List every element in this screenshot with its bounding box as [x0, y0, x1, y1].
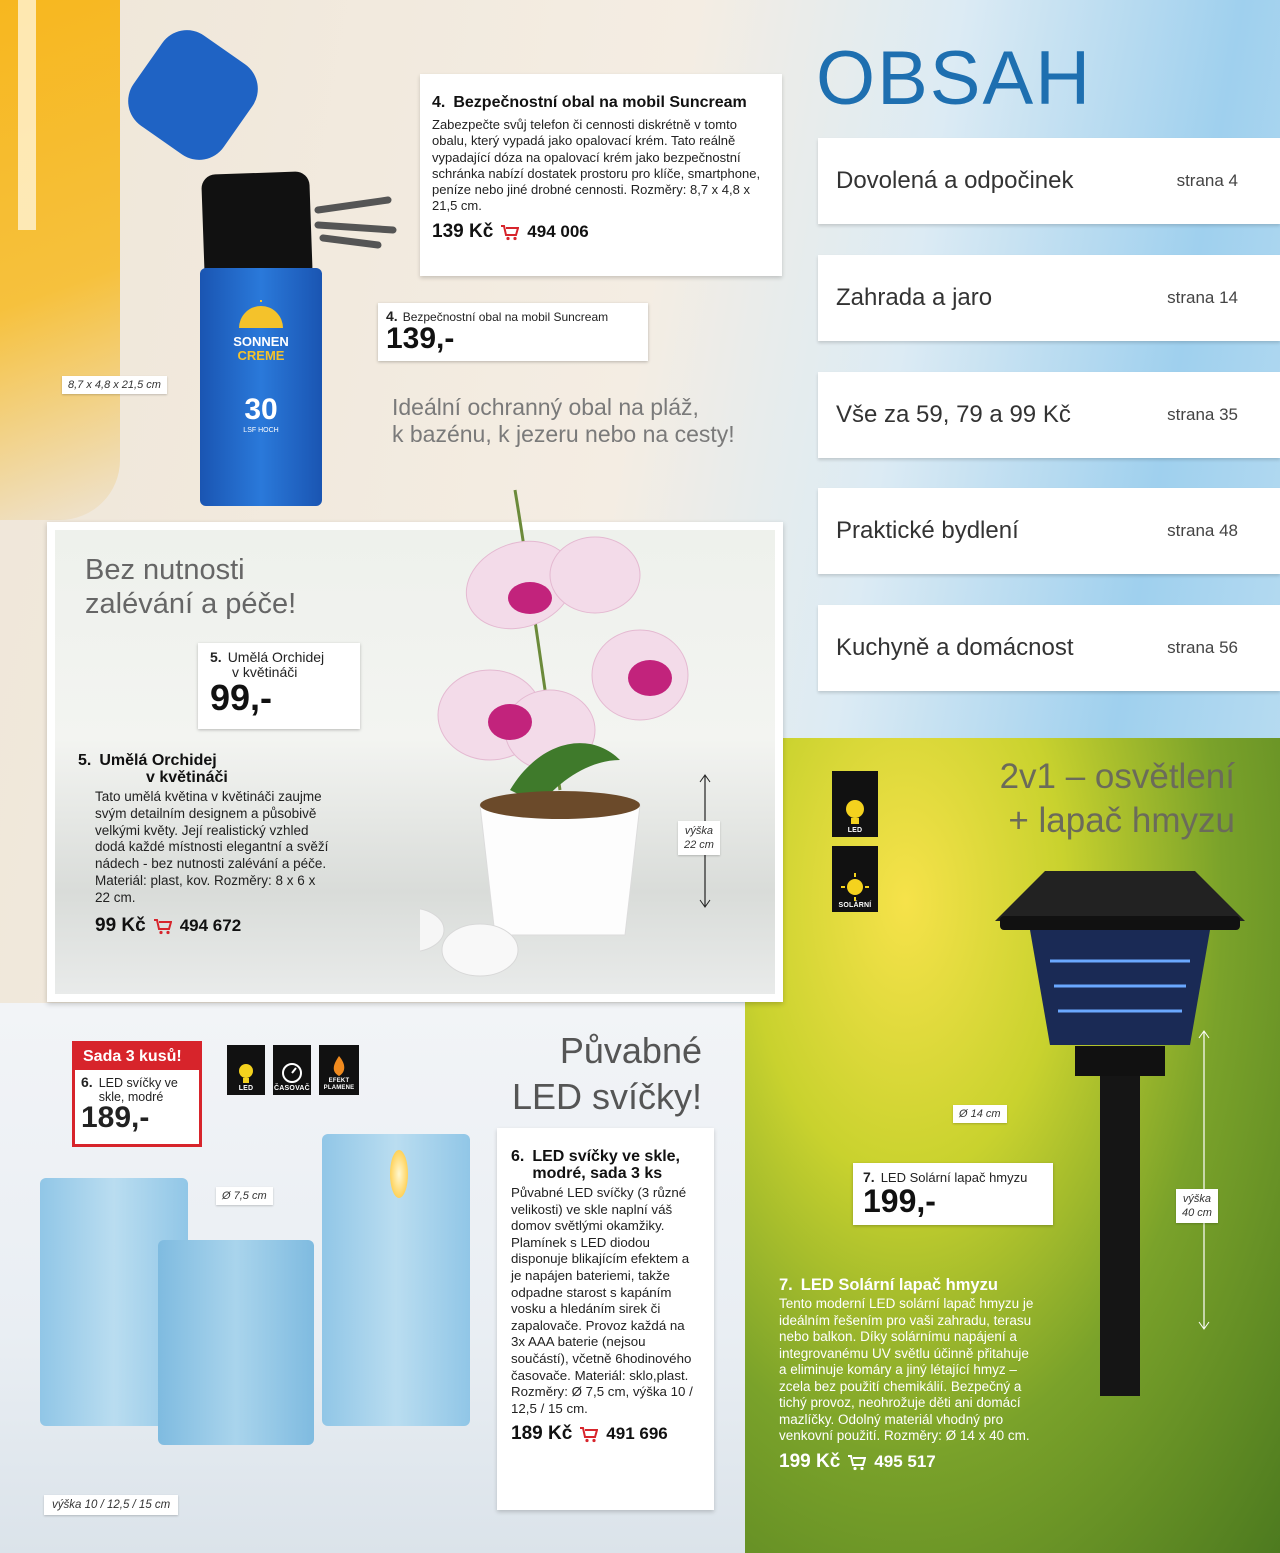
product6-tag-number: 6.: [81, 1074, 93, 1090]
product4-title: [432, 94, 766, 111]
product5-description: Tato umělá květina v květináči zaujme svým detailním designem a působivě velkými květy. Její realistický vzhled dodá každé místnosti elegantní a svěží nádech - bez nutnosti zalévání a péče. Materiál: plast, kov. Rozměry: 8 x 6 x 22 cm.: [95, 789, 329, 905]
product6-diameter: Ø 7,5 cm: [216, 1187, 273, 1205]
product6-heights: výška 10 / 12,5 / 15 cm: [44, 1495, 178, 1515]
toc-item-label: Praktické bydlení: [836, 517, 1019, 544]
product5-text: [78, 752, 330, 937]
product5-tag-name-2: v květináči: [232, 664, 298, 680]
keys-illustration: [308, 190, 398, 250]
toc-item-page: strana 35: [1167, 405, 1238, 424]
solar-feature-label: SOLÁRNÍ: [838, 902, 872, 909]
toc-item-label: Vše za 59, 79 a 99 Kč: [836, 401, 1071, 428]
cart-icon[interactable]: [154, 919, 172, 933]
towel-stripe: [18, 0, 36, 230]
timer-feature-icon: [273, 1045, 311, 1095]
orchid-illustration: [420, 460, 710, 980]
toc-item-label: Kuchyně a domácnost: [836, 634, 1074, 661]
cart-icon[interactable]: [501, 225, 519, 239]
product4-price-line: [432, 221, 766, 243]
product4-title-text: Bezpečnostní obal na mobil Suncream: [453, 94, 747, 111]
product7-tag-name: LED Solární lapač hmyzu: [880, 1170, 1028, 1185]
toc-item-page: strana 4: [1176, 171, 1238, 190]
timer-icon: [280, 1061, 304, 1085]
product7-height-arrow: [1197, 1030, 1211, 1330]
product7-tag-price: 199,-: [863, 1183, 936, 1219]
bottle-sub: LSF HOCH: [243, 427, 279, 434]
bottle-spf: 30: [244, 393, 278, 426]
product6-headline-line2: LED svíčky!: [511, 1076, 702, 1117]
product4-price-tag: [378, 303, 648, 361]
product7-text: [779, 1277, 1037, 1473]
product4-description: Zabezpečte svůj telefon či cennosti diskrétně v tomto obalu, který vypadá jako opalovací krém. Tato reálně vypadající dóza na opalovací krém jako bezpečnostní schránka nabízí dostatek prostoru pro klíče, smartphone, peníze nebo jiné drobné cennosti. Rozměry: 8,7 x 4,8 x 21,5 cm.: [432, 117, 761, 214]
sun-icon: [200, 300, 322, 335]
product5-title: [78, 752, 330, 769]
orchid-flower-icon: [420, 460, 710, 980]
product6-badge: [72, 1041, 202, 1147]
toc-item-page: strana 56: [1167, 638, 1238, 657]
product4-headline: [392, 394, 735, 448]
product7-price: 199 Kč: [779, 1450, 841, 1472]
product6-headline-line1: Půvabné: [559, 1030, 702, 1071]
product7-number: 7.: [779, 1276, 793, 1294]
toc-item-kuchyne[interactable]: [818, 605, 1280, 691]
toc-item-page: strana 14: [1167, 288, 1238, 307]
product4-dimension: 8,7 x 4,8 x 21,5 cm: [62, 376, 167, 394]
toc-item-vse-za[interactable]: [818, 372, 1280, 458]
product4-headline-line2: k bazénu, k jezeru nebo na cesty!: [392, 421, 735, 447]
bottle-brand-2: CREME: [237, 348, 285, 363]
suncream-cap: [116, 18, 269, 171]
product6-badge-text: Sada 3 kusů!: [75, 1044, 199, 1070]
product5-headline-line1: Bez nutnosti: [85, 554, 245, 586]
product7-height: [1176, 1189, 1218, 1223]
product6-code: 491 696: [606, 1424, 668, 1444]
product5-title-2: v květináči: [146, 769, 228, 786]
product6-number: 6.: [511, 1148, 525, 1165]
flame-icon: [328, 1054, 350, 1078]
product5-title-1: Umělá Orchidej: [99, 752, 217, 769]
double-arrow-icon: [1197, 1030, 1211, 1330]
product6-tag-price: 189,-: [81, 1101, 150, 1134]
product4-headline-line1: Ideální ochranný obal na pláž,: [392, 394, 699, 420]
candle-small: [158, 1240, 314, 1445]
product7-height-label-1: výška: [1182, 1193, 1212, 1205]
product4-number: 4.: [432, 94, 446, 111]
product4-tag-number: 4.: [386, 308, 398, 324]
product5-height: [678, 821, 720, 855]
product7-code: 495 517: [874, 1451, 936, 1471]
product6-headline: [470, 1028, 702, 1120]
suncream-bottle: [200, 268, 322, 506]
product5-tag-price: 99,-: [210, 677, 273, 718]
product5-tag-name-1: Umělá Orchidej: [227, 649, 325, 665]
led-feature-label: LED: [238, 1085, 254, 1092]
toc-item-dovolena[interactable]: [818, 138, 1280, 224]
cart-icon[interactable]: [848, 1455, 866, 1469]
product6-description: Půvabné LED svíčky (3 různé velikosti) ve skle naplní váš domov světlými okamžiky. Plamínek s LED diodou disponuje blikajícím efektem a je napájen bateriemi, takže odpadne starost s kapáním vosku a hledáním sirek či zapalovače. Provoz každá na 3x AAA baterie (nejsou součástí), včetně 6hodinového časovače. Materiál: sklo,plast. Rozměry: Ø 7,5 cm, výška 10 / 12,5 / 15 cm.: [511, 1185, 693, 1416]
flame-icon: [390, 1150, 408, 1198]
product7-tag-number: 7.: [863, 1169, 875, 1185]
product7-headline: [985, 755, 1235, 843]
product6-price: 189 Kč: [511, 1423, 573, 1445]
product4-price: 139 Kč: [432, 220, 494, 242]
product6-title: [511, 1148, 700, 1182]
led-feature-icon: [832, 771, 878, 837]
product7-headline-line1: 2v1 – osvětlení: [999, 757, 1235, 796]
key-icon: [308, 190, 398, 250]
cart-icon[interactable]: [580, 1427, 598, 1441]
product5-tag-number: 5.: [210, 649, 222, 665]
product7-height-label-2: 40 cm: [1182, 1207, 1212, 1219]
product7-diameter: Ø 14 cm: [953, 1105, 1007, 1123]
bulb-icon: [236, 1061, 256, 1085]
product5-headline-line2: zalévání a péče!: [85, 588, 297, 620]
product6-card: [497, 1128, 714, 1510]
product4-code: 494 006: [527, 221, 589, 241]
product7-headline-line2: + lapač hmyzu: [1008, 801, 1235, 840]
timer-feature-label: ČASOVAČ: [274, 1085, 310, 1092]
led-feature-icon: [227, 1045, 265, 1095]
flame-feature-icon: [319, 1045, 359, 1095]
bottle-brand-1: SONNEN: [233, 334, 289, 349]
product6-tag-name: LED svíčky ve skle, modré: [98, 1076, 178, 1104]
product7-price-line: [779, 1451, 1037, 1473]
product5-price-tag: [198, 643, 360, 729]
product5-height-label-1: výška: [684, 825, 714, 837]
product4-card: [420, 74, 782, 276]
toc-item-zahrada[interactable]: [818, 255, 1280, 341]
product4-tag-price: 139,-: [386, 322, 455, 355]
product5-price-line: [95, 915, 330, 937]
toc-item-label: Zahrada a jaro: [836, 284, 993, 311]
solar-feature-icon: [832, 846, 878, 912]
product5-number: 5.: [78, 752, 92, 769]
product6-title-text: LED svíčky ve skle, modré, sada 3 ks: [532, 1148, 680, 1182]
product5-price: 99 Kč: [95, 914, 146, 936]
toc-item-prakticke[interactable]: [818, 488, 1280, 574]
product5-code: 494 672: [179, 915, 242, 935]
product5-headline: [85, 553, 296, 621]
product4-tag-name: Bezpečnostní obal na mobil Suncream: [402, 310, 609, 324]
toc-title: OBSAH: [816, 36, 1093, 121]
bulb-icon: [842, 797, 868, 827]
product7-price-tag: [853, 1163, 1053, 1225]
product5-height-label-2: 22 cm: [684, 839, 714, 851]
sun-icon: [840, 872, 870, 902]
toc-item-page: strana 48: [1167, 521, 1238, 540]
product7-title-text: LED Solární lapač hmyzu: [800, 1276, 998, 1294]
product6-price-line: [511, 1423, 700, 1445]
flame-feature-label: EFEKT PLAMENE: [323, 1078, 355, 1091]
toc-item-label: Dovolená a odpočinek: [836, 167, 1074, 194]
product7-title: [779, 1277, 1037, 1294]
led-feature-label: LED: [847, 827, 863, 834]
product7-description: Tento moderní LED solární lapač hmyzu je ideálním řešením pro vaši zahradu, terasu nebo balkon. Díky solárnímu napájení a integrovanému UV světlu účinně přitahuje a eliminuje komáry a jiný létající hmyz – zcela bez použití chemikálií. Bezpečný a tichý provoz, neohrožuje děti ani domácí mazlíčky. Odolný materiál vhodný pro venkovní použití. Rozměry: Ø 14 x 40 cm.: [779, 1296, 1034, 1443]
